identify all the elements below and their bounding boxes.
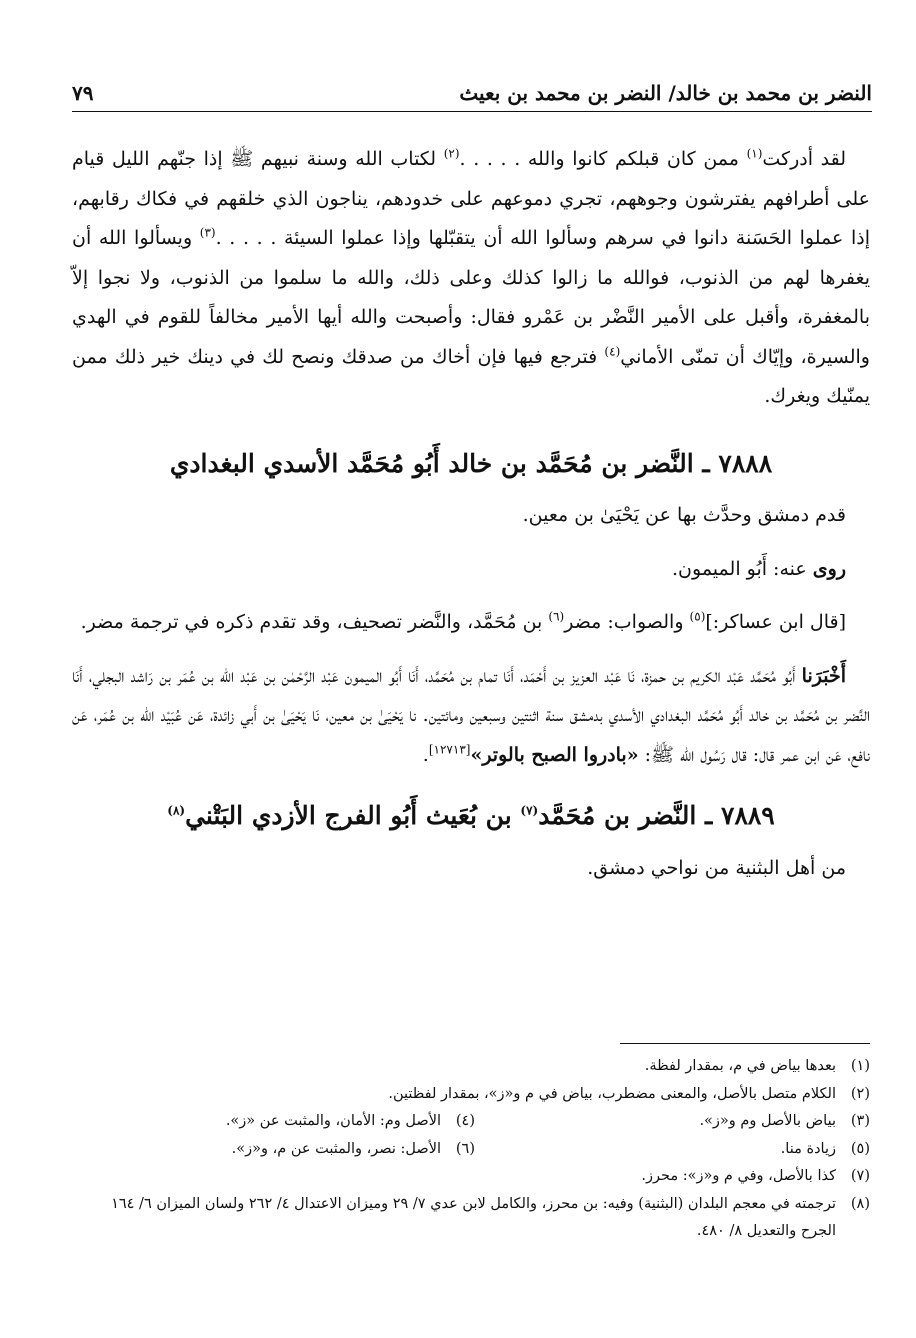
main-text xyxy=(72,140,870,888)
footnote-text: كذا بالأصل، وفي م و«ز»: محرز. xyxy=(641,1168,836,1184)
footnote-row-3-4 xyxy=(80,1108,870,1136)
footnote-number: (٤) xyxy=(455,1113,475,1129)
riwaya-label: روى xyxy=(812,557,846,580)
footnote-ref-3: (٣) xyxy=(199,225,216,240)
footnote-ref-2: (٢) xyxy=(443,146,460,161)
footnote-text: الأصل وم: الأمان، والمثبت عن «ز». xyxy=(225,1113,441,1129)
footnote-3 xyxy=(475,1108,870,1136)
footnote-8 xyxy=(80,1191,870,1246)
footnote-text: بعدها بياض في م، بمقدار لفظة. xyxy=(644,1058,836,1074)
text-run: بن بُعَيث أَبُو الفرج الأزدي البَتْني xyxy=(185,801,521,830)
running-title: النضر بن محمد بن خالد/ النضر بن محمد بن بعيث xyxy=(459,81,872,105)
footnote-text: الأصل: نصر، والمثبت عن م، و«ز». xyxy=(231,1140,441,1157)
footnote-text: ترجمته في معجم البلدان (البثنية) وفيه: بن محرز، والكامل لابن عدي ٧/ ٢٩ وميزان الاعتدال ٤/ ٢٦٢ ولسان الميزان ٦/ ١٦٤ الجرح والتعديل ٨/ ٤٨٠. xyxy=(111,1195,836,1239)
footnote-number: (٦) xyxy=(455,1140,475,1157)
text-run: والصواب: مضر xyxy=(564,611,690,633)
footnote-number: (١) xyxy=(850,1058,870,1074)
opening-paragraph xyxy=(72,140,870,417)
footnotes xyxy=(80,1053,870,1246)
entry-heading-7888: ٧٨٨٨ ـ النَّضر بن مُحَمَّد بن خالد أَبُو مُحَمَّد الأسدي البغدادي xyxy=(169,448,773,478)
page-number: ٧٩ xyxy=(72,81,94,105)
footnote-number: (٣) xyxy=(850,1113,870,1129)
isnad-paragraph xyxy=(72,657,870,776)
text-run: ٧٨٨٩ ـ النَّضر بن مُحَمَّد xyxy=(538,801,775,830)
entry-7888-note xyxy=(72,603,870,643)
footnote-number: (٨) xyxy=(850,1195,870,1212)
footnote-ref-6: (٦) xyxy=(548,609,565,624)
page-header xyxy=(72,72,872,112)
footnote-number: (٥) xyxy=(850,1140,870,1157)
entry-7888-line-1: قدم دمشق وحدَّث بها عن يَحْيَىٰ بن معين. xyxy=(522,504,846,526)
footnote-text: الكلام متصل بالأصل، والمعنى مضطرب، بياض في م و«ز»، بمقدار لفظتين. xyxy=(388,1085,836,1102)
text-run: . xyxy=(422,743,429,766)
text-run: عنه: أَبُو الميمون. xyxy=(672,557,813,580)
text-run: [قال ابن عساكر:] xyxy=(705,611,846,633)
text-run: لكتاب الله وسنة نبيهم ﷺ إذا جنّهم الليل قيام على أطرافهم يفترشون وجوههم، تجري دموعهم على خدودهم، يناجون الذي خلقهم في فكاك رقابهم، إذا عملوا الحَسَنة دانوا في سرهم وسألوا الله أن يتقبّلها وإذا عملوا السيئة . . . . . xyxy=(72,148,870,249)
footnote-ref-7: (٧) xyxy=(520,803,539,818)
footnote-number: (٢) xyxy=(850,1085,870,1102)
footnote-6 xyxy=(80,1136,475,1164)
text-run: ويسألوا الله أن يغفرها لهم من الذنوب، فوالله ما زالوا كذلك وعلى ذلك، والله ما سلموا من الذنوب، ولا نجوا إلاّ بالمغفرة، وأقبل على الأمير النَّضْر بن عَمْرو فقال: وأصبحت والله أيها الأمير مخالفاً للقوم في الهدي والسيرة، وإيّاك أن تمنّى الأماني xyxy=(72,227,870,368)
footnote-2 xyxy=(80,1081,870,1109)
footnote-text: بياض بالأصل وم و«ز». xyxy=(699,1113,836,1129)
text-run: ممن كان قبلكم كانوا والله . . . . . xyxy=(459,148,747,170)
footnote-1 xyxy=(80,1053,870,1081)
footnote-ref-4: (٤) xyxy=(604,344,621,359)
footnote-ref-5: (٥) xyxy=(689,609,706,624)
footnote-number: (٧) xyxy=(850,1168,870,1184)
akhbarana-label: أَخْبَرَنا xyxy=(801,664,846,687)
footnote-ref-1: (١) xyxy=(746,146,763,161)
text-run: فترجع فيها فإن أخاك من صدقك ونصح لك في دينك خير ذلك ممن يمنّيك ويغرك. xyxy=(72,345,870,407)
footnote-7 xyxy=(80,1163,870,1191)
footnote-row-5-6 xyxy=(80,1136,870,1164)
entry-7889-line-1: من أهل البثنية من نواحي دمشق. xyxy=(587,856,846,879)
footnote-text: زيادة منا. xyxy=(780,1140,836,1157)
footnote-separator xyxy=(620,1043,870,1044)
footnote-4 xyxy=(80,1108,475,1136)
entry-7888-line-2 xyxy=(72,550,870,590)
footnote-ref-8: (٨) xyxy=(167,803,186,818)
entry-heading-7889 xyxy=(72,797,870,835)
text-run: لقد أدركت xyxy=(762,148,847,170)
footnote-5 xyxy=(475,1136,870,1164)
text-run: بن مُحَمَّد، والنَّضر تصحيف، وقد تقدم ذكره في ترجمة مضر. xyxy=(80,611,549,633)
hadith-text: «بادروا الصبح بالوتر» xyxy=(470,743,639,766)
text-run: أَبُو مُحَمَّد عَبْد الكريم بن حمزة، نَا عَبْد العزيز بن أَحْمَد، أَنَا تمام بن مُحَمَّد، أَنَا أَبُو الميمون عَبْد الرَّحْمٰن بن عَبْد اللّه بن عُمَر بن رَاشد البجلي، أَنَا النَّضر بن مُحَمَّد بن خالد أَبُو مُحَمَّد البغدادي الأسدي بدمشق سنة اثنتين وسبعين ومائتين. نا يَحْيَىٰ بن معين، نَا يَحْيَىٰ بن أَبي زائدة، عَن عُبَيْد اللّه بن عُمَر، عَن نافع، عَن ابن عمر قال: قال رَسُول الله ﷺ: xyxy=(72,664,870,766)
hadith-number: [١٢٧١٣] xyxy=(428,742,471,757)
